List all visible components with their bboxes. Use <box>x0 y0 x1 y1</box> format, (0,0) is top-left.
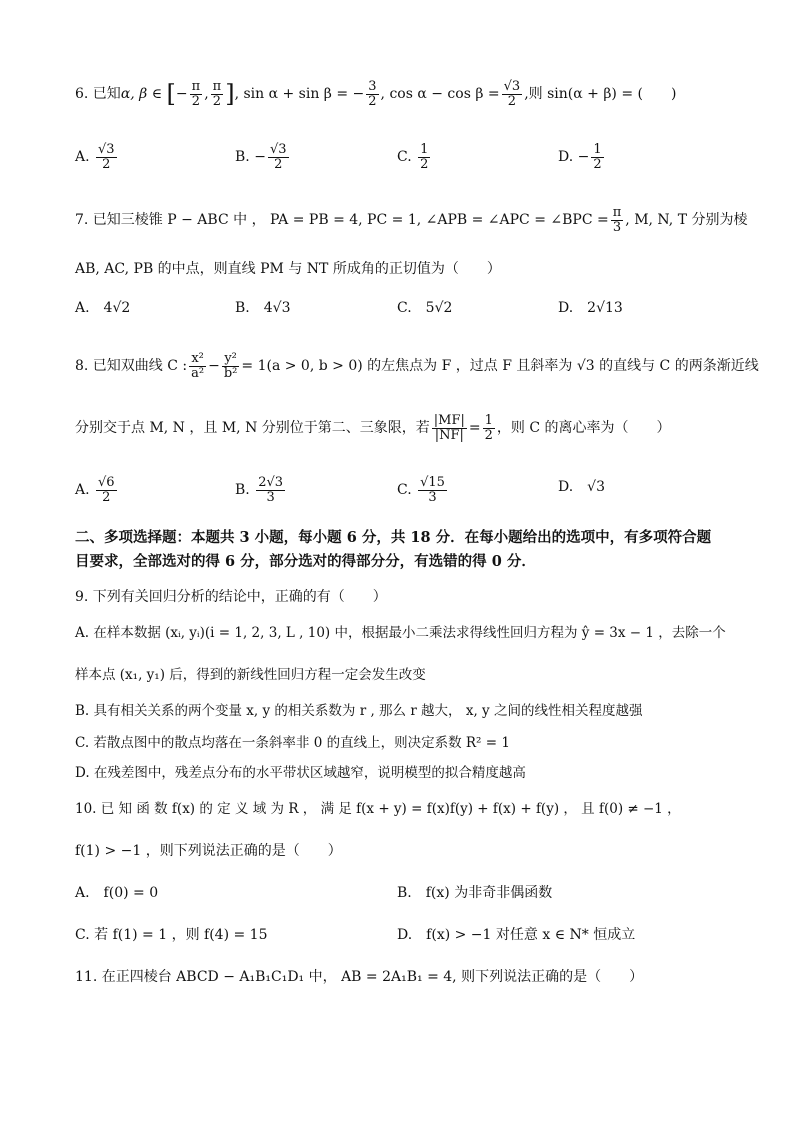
q6-frac-pi-2-a: $\frac{\pi}{2}$ <box>191 79 201 109</box>
question-9-stem: 9. 下列有关回归分析的结论中，正确的有（ ） <box>75 589 387 605</box>
question-10-line-2: f(1) > −1 ，则下列说法正确的是（ ） <box>75 843 342 859</box>
q6-condition-2: , cos α − cos β = <box>380 86 500 103</box>
q8-frac-1-2: $\frac{1}{2}$ <box>484 413 493 443</box>
q6-option-a: A. $\frac{√3}{2}$ <box>75 142 115 172</box>
q6-frac-sqrt3-2: $\frac{√3}{2}$ <box>503 79 521 109</box>
question-7-line-2: AB, AC, PB 的中点，则直线 PM 与 NT 所成角的正切值为（ ） <box>75 261 501 277</box>
q10-option-a: A. f(0) = 0 <box>75 885 159 901</box>
q7-option-d: D. 2√13 <box>558 300 623 316</box>
q9-option-c: C. 若散点图中的散点均落在一条斜率非 0 的直线上，则决定系数 R² = 1 <box>75 735 510 751</box>
q6-alpha-beta: α, β ∈ <box>120 86 163 103</box>
q9-option-a-line-1: A. 在样本数据 (xᵢ, yᵢ)(i = 1, 2, 3, L , 10) 中，根据最小二乘法求得线性回归方程为 ŷ = 3x − 1 ，去除一个 <box>75 625 726 641</box>
q7-option-a: A. 4√2 <box>75 300 131 316</box>
q8-option-c: C. $\frac{√15}{3}$ <box>397 475 445 505</box>
q6-condition-1: , sin α + sin β = − <box>234 86 365 103</box>
q6-prefix: 6. 已知 <box>75 86 121 103</box>
q8-frac-y2-b2: $\frac{\text{y²}}{\text{b²}}$ <box>223 351 238 381</box>
q9-option-b: B. 具有相关关系的两个变量 x, y 的相关系数为 r , 那么 r 越大， x, y 之间的线性相关程度越强 <box>75 703 643 719</box>
question-10-line-1: 10. 已 知 函 数 f(x) 的 定 义 域 为 R ， 满 足 f(x + y) = f(x)f(y) + f(x) + f(y) ， 且 f(0) ≠ −1 ， <box>75 801 681 817</box>
question-8-line-1: 8. 已知双曲线 C : $\frac{\text{x²}}{\text{a²}}$ − $\frac{\text{y²}}{\text{b²}}$ = 1(a > 0, b > 0) 的左焦点为 F ，过点 F 且斜率为 √3 的直线与 C 的两条渐近线 <box>75 351 759 381</box>
q7-option-c: C. 5√2 <box>397 300 453 316</box>
q9-option-d: D. 在残差图中，残差点分布的水平带状区域越窄，说明模型的拟合精度越高 <box>75 765 526 781</box>
q10-option-b: B. f(x) 为非奇非偶函数 <box>397 885 553 901</box>
section-2-heading: 二、多项选择题：本题共 3 小题，每小题 6 分，共 18 分．在每小题给出的选项中，有多项符合题目要求，全部选对的得 6 分，部分选对的得部分分，有选错的得 0 分． <box>75 529 712 570</box>
q10-option-d: D. f(x) > −1 对任意 x ∈ N* 恒成立 <box>397 927 636 943</box>
question-7-line-1: 7. 已知三棱锥 P − ABC 中 ， PA = PB = 4, PC = 1, ∠APB = ∠APC = ∠BPC = $\frac{\pi}{3}$ , M, N, T 分别为棱 <box>75 205 748 235</box>
q9-option-a-line-2: 样本点 (x₁, y₁) 后，得到的新线性回归方程一定会发生改变 <box>75 667 426 683</box>
q6-interval-minus: − <box>175 86 188 103</box>
q6-option-d: D. − $\frac{1}{2}$ <box>558 142 602 172</box>
q8-frac-x2-a2: $\frac{\text{x²}}{\text{a²}}$ <box>191 351 205 381</box>
q7-frac-pi-3: $\frac{\pi}{3}$ <box>612 205 622 235</box>
q6-frac-3-2: $\frac{3}{2}$ <box>368 79 377 109</box>
question-11-stem: 11. 在正四棱台 ABCD − A₁B₁C₁D₁ 中， AB = 2A₁B₁ = 4, 则下列说法正确的是（ ） <box>75 969 644 985</box>
q8-option-d: D. √3 <box>558 479 606 495</box>
q6-option-c: C. $\frac{1}{2}$ <box>397 142 429 172</box>
q8-option-a: A. $\frac{√6}{2}$ <box>75 475 115 505</box>
q10-option-c: C. 若 f(1) = 1 ，则 f(4) = 15 <box>75 927 268 943</box>
q7-option-b: B. 4√3 <box>235 300 291 316</box>
question-8-line-2: 分别交于点 M, N ，且 M, N 分别位于第二、三象限，若 $\frac{|MF|}{|NF|}$ = $\frac{1}{2}$ ，则 C 的离心率为（ ） <box>75 413 671 443</box>
q6-right-bracket: ] <box>225 80 235 109</box>
q6-left-bracket: [ <box>166 80 176 109</box>
question-6-stem: 6. 已知α, β ∈ [− $\frac{\pi}{2}$ , $\frac{\pi}{2}$ ], sin α + sin β = − $\frac{3}{2}$ , cos α − cos β = $\frac{√3}{2}$ ,则 sin(α + β) = ( ) <box>75 79 677 109</box>
q6-frac-pi-2-b: $\frac{\pi}{2}$ <box>212 79 222 109</box>
q6-ask: ,则 sin(α + β) = ( ) <box>524 86 677 103</box>
q8-option-b: B. $\frac{2√3}{3}$ <box>235 475 284 505</box>
q8-frac-mf-nf: $\frac{|MF|}{|NF|}$ <box>433 413 465 443</box>
q6-option-b: B. − $\frac{√3}{2}$ <box>235 142 287 172</box>
